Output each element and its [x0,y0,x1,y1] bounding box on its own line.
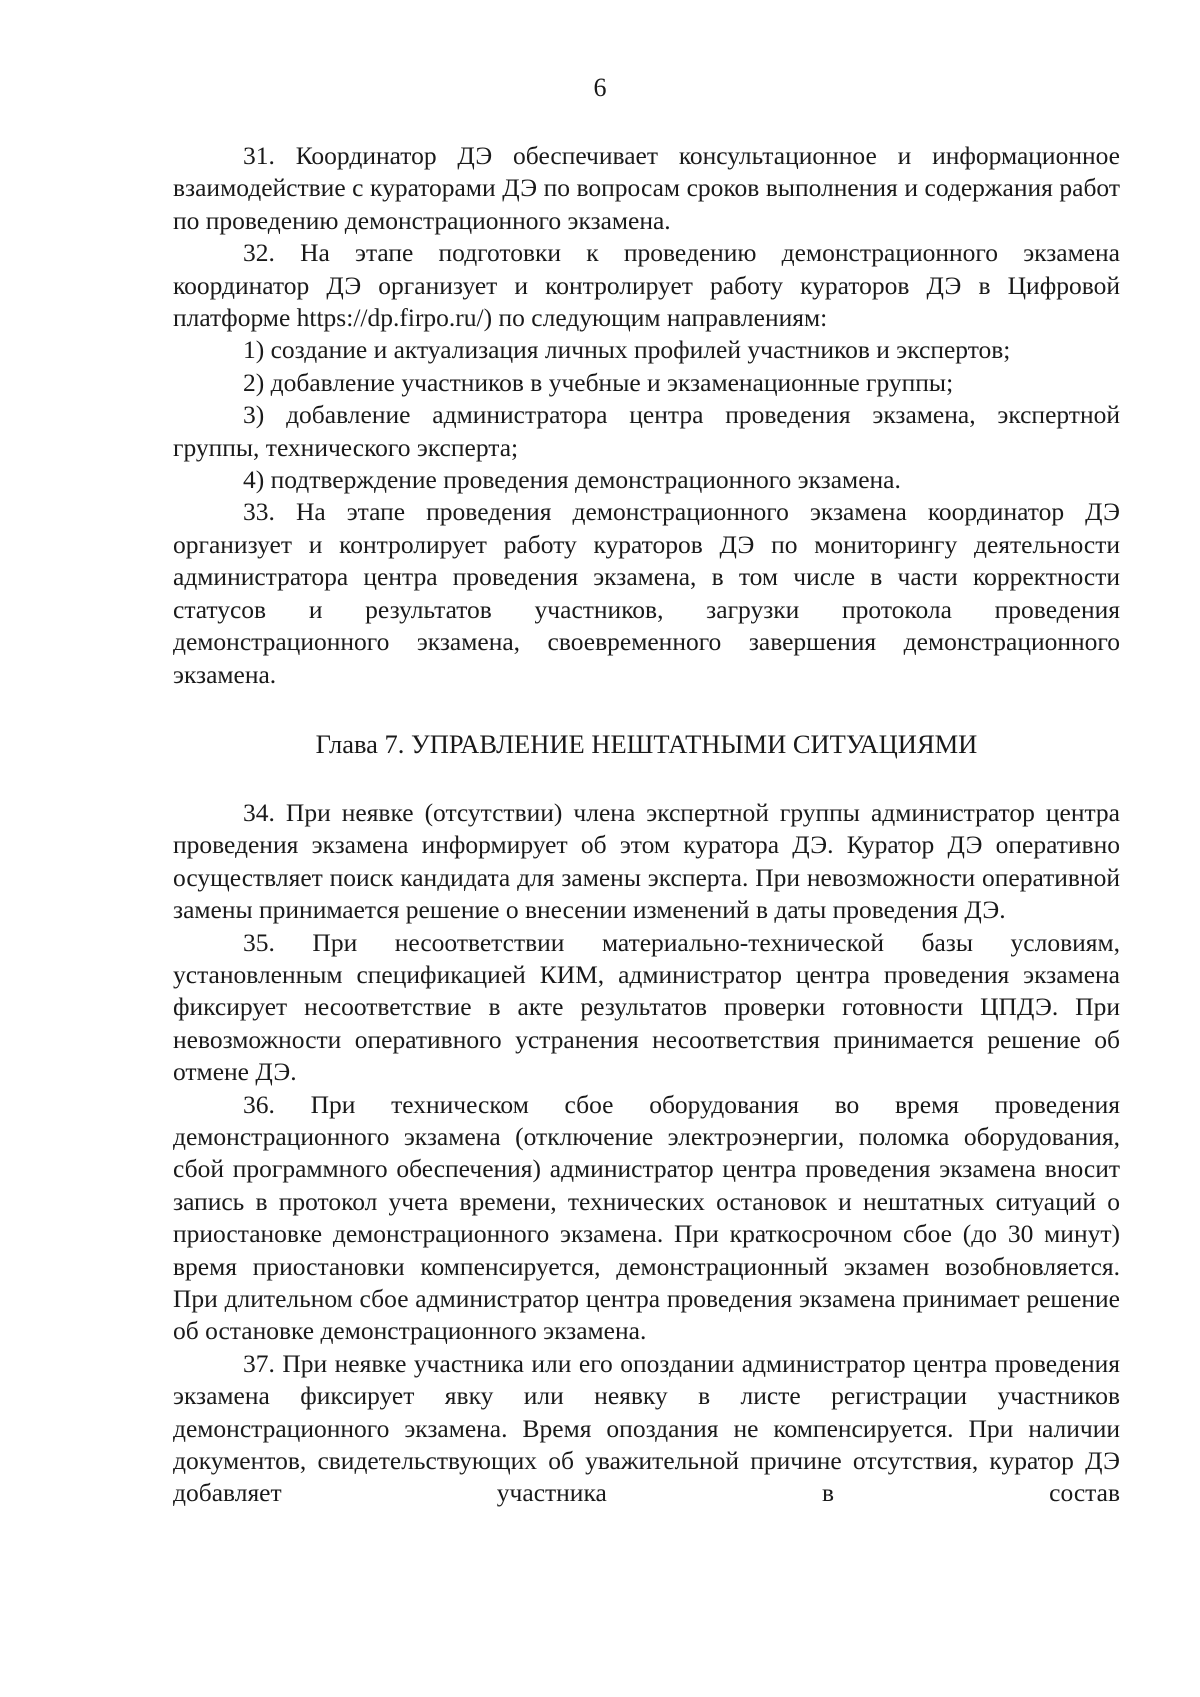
list-item-4: 4) подтверждение проведения демонстрационного экзамена. [243,465,901,495]
list-item-2: 2) добавление участников в учебные и экзаменационные группы; [243,367,954,397]
paragraph-33: 33. На этапе проведения демонстрационного экзамена координатор ДЭ организует и контролирует работу кураторов ДЭ по мониторингу деятельности администратора центра проведения экзамена, в том числе в части корректности статусов и результатов участников, загрузки протокола проведения демонстрационного экзамена, своевременного завершения демонстрационного экзамена. [173,497,1120,689]
list-item-3: 3) добавление администратора центра проведения экзамена, экспертной группы, технического эксперта; [173,400,1120,462]
list-item-1: 1) создание и актуализация личных профилей участников и экспертов; [243,335,1011,365]
page-number: 6 [593,73,607,102]
paragraph-35: 35. При несоответствии материально-технической базы условиям, установленным спецификацией КИМ, администратор центра проведения экзамена фиксирует несоответствие в акте результатов проверки готовности ЦПДЭ. При невозможности оперативного устранения несоответствия принимается решение об отмене ДЭ. [173,927,1120,1087]
paragraph-31: 31. Координатор ДЭ обеспечивает консультационное и информационное взаимодействие с кураторами ДЭ по вопросам сроков выполнения и содержания работ по проведению демонстрационного экзамена. [173,141,1120,235]
paragraph-34: 34. При неявке (отсутствии) члена экспертной группы администратор центра проведения экзамена информирует об этом куратора ДЭ. Куратор ДЭ оперативно осуществляет поиск кандидата для замены эксперта. При невозможности оперативной замены принимается решение о внесении изменений в даты проведения ДЭ. [173,797,1120,925]
paragraph-37: 37. При неявке участника или его опоздании администратор центра проведения экзамена фиксирует явку или неявку в листе регистрации участников демонстрационного экзамена. Время опоздания не компенсируется. При наличии документов, свидетельствующих об уважительной причине отсутствия, куратор ДЭ добавляет участника в состав [173,1348,1120,1508]
paragraph-36: 36. При техническом сбое оборудования во время проведения демонстрационного экзамена (отключение электроэнергии, поломка оборудования, сбой программного обеспечения) администратор центра проведения экзамена вносит запись в протокол учета времени, технических остановок и нештатных ситуаций о приостановке демонстрационного экзамена. При краткосрочном сбое (до 30 минут) время приостановки компенсируется, демонстрационный экзамен возобновляется. При длительном сбое администратор центра проведения экзамена принимает решение об остановке демонстрационного экзамена. [173,1089,1120,1346]
paragraph-32: 32. На этапе подготовки к проведению демонстрационного экзамена координатор ДЭ организует и контролирует работу кураторов ДЭ в Цифровой платформе https://dp.firpo.ru/) по следующим направлениям: [173,238,1120,333]
chapter-title: Глава 7. УПРАВЛЕНИЕ НЕШТАТНЫМИ СИТУАЦИЯМИ [315,728,978,759]
document-body [173,140,1120,1510]
